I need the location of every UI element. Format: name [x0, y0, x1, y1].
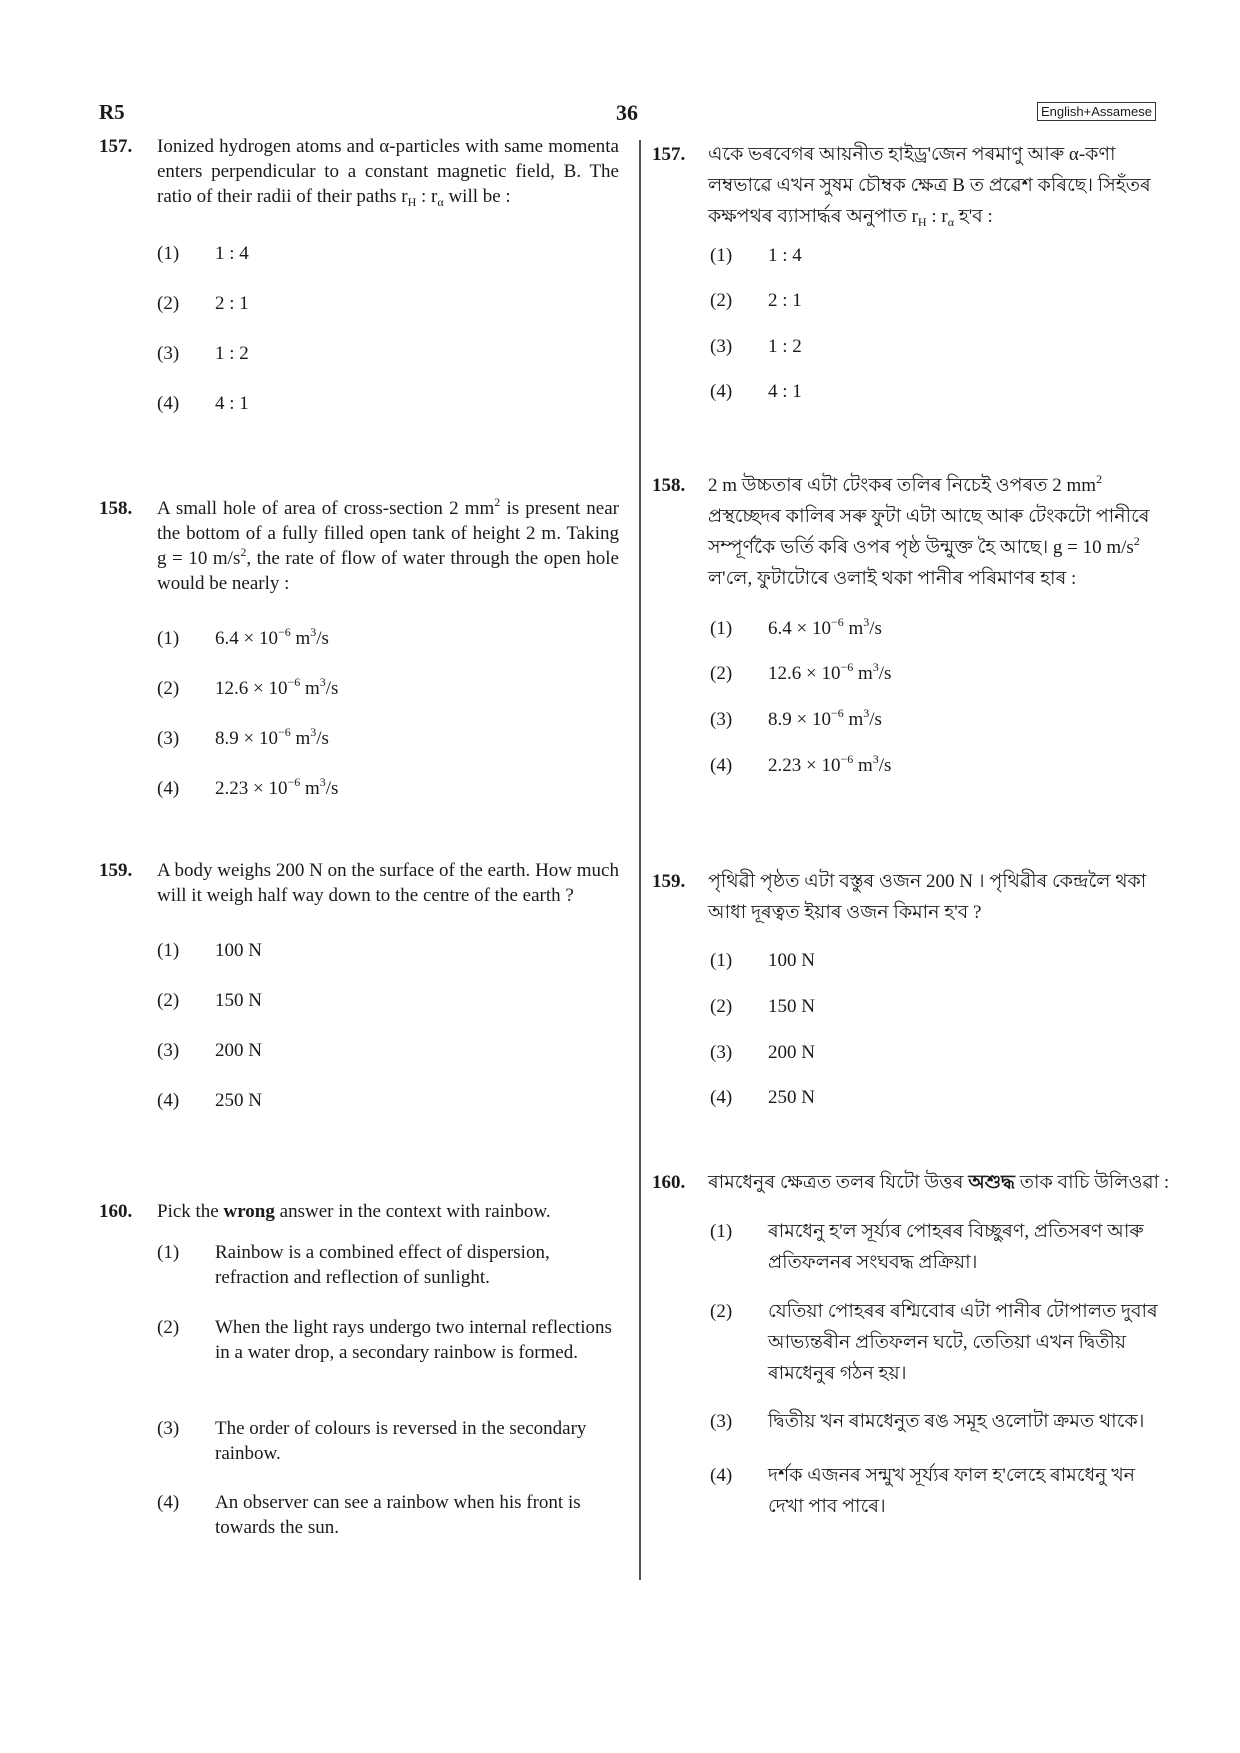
question-text: ৰামধেনুৰ ক্ষেত্ৰত তলৰ যিটো উত্তৰ অশুদ্ধ তাক বাচি উলিওৱা :	[708, 1172, 1170, 1193]
question-number: 157.	[99, 136, 133, 157]
column-divider	[639, 140, 641, 1580]
question-number: 157.	[652, 144, 686, 165]
question-text: Ionized hydrogen atoms and α-particles with same momenta enters perpendicular to a constant magnetic field, B. The ratio of their radii of their paths $r_H$ : $r_\alpha$ will be :	[157, 136, 619, 209]
question-157-en: 157. Ionized hydrogen atoms and α-particles with same momenta enters perpendicular to a constant magnetic field, B. The ratio of their radii of their paths $r_H$ : $r_\alpha$ will be : (1) 1 : 4 (2) 2 : 1 (3) 1 : 2 (4) 4 : 1	[99, 136, 619, 414]
question-number: 160.	[652, 1172, 686, 1193]
question-159-as: 159. পৃথিৱী পৃষ্ঠত এটা বস্তুৰ ওজন 200 N । পৃথিৱীৰ কেন্দ্ৰলৈ থকা আধা দূৰত্বত ইয়াৰ ওজন কিমান হ'ব ? (1) 100 N (2) 150 N (3) 200 N (4) 250 N	[652, 866, 1172, 928]
question-159-en: 159. A body weighs 200 N on the surface of the earth. How much will it weigh half way down to the centre of the earth ? (1) 100 N (2) 150 N (3) 200 N (4) 250 N	[99, 860, 619, 1111]
question-text: একে ভৰবেগৰ আয়নীত হাইড্ৰ'জেন পৰমাণু আৰু α-কণা লম্বভাৱে এখন সুষম চৌম্বক ক্ষেত্ৰ B ত প্ৰৱেশ কৰিছে। সিহঁতৰ কক্ষপথৰ ব্যাসাৰ্দ্ধৰ অনুপাত $r_H$ : $r_\alpha$ হ'ব :	[708, 144, 1151, 229]
page-number: 36	[616, 100, 638, 125]
question-number: 159.	[652, 871, 686, 892]
question-160-as: 160. ৰামধেনুৰ ক্ষেত্ৰত তলৰ যিটো উত্তৰ অশুদ্ধ তাক বাচি উলিওৱা : (1) ৰামধেনু হ'ল সূৰ্য্যৰ পোহৰৰ বিচ্ছুৰণ, প্ৰতিসৰণ আৰু প্ৰতিফলনৰ সংঘবদ্ধ প্ৰক্ৰিয়া। (2) যেতিয়া পোহৰৰ ৰশ্মিবোৰ এটা পানীৰ টোপালত দুবাৰ আভ্যন্তৰীন প্ৰতিফলন ঘটে, তেতিয়া এখন দ্বিতীয় ৰামধেনুৰ গঠন হয়। (3) দ্বিতীয় খন ৰামধেনুত ৰঙ সমূহ ওলোটা ক্ৰমত থাকে। (4) দৰ্শক এজনৰ সন্মুখ সূৰ্য্যৰ ফাল হ'লেহে ৰামধেনু খন দেখা পাব পাৰে।	[652, 1167, 1172, 1198]
question-number: 158.	[652, 475, 686, 496]
question-number: 158.	[99, 498, 133, 519]
page-header	[0, 100, 1240, 130]
question-text: Pick the wrong answer in the context with rainbow.	[157, 1201, 551, 1222]
question-158-en: 158. A small hole of area of cross-section 2 $mm^2$ is present near the bottom of a fully filled open tank of height 2 m. Taking g = 10 $m/s^2$, the rate of flow of water through the open hole would be nearly : (1) $6.4 \times 10^{-6}$ $m^3/s$ (2) $12.6 \times 10^{-6}$ $m^3/s$ (3) $8.9 \times 10^{-6}$ $m^3/s$ (4) $2.23 \times 10^{-6}$ $m^3/s$	[99, 495, 619, 799]
question-number: 160.	[99, 1201, 133, 1222]
question-text: 2 m উচ্চতাৰ এটা টেংকৰ তলিৰ নিচেই ওপৰত 2 $mm^2$ প্ৰস্থচ্ছেদৰ কালিৰ সৰু ফুটা এটা আছে আৰু টেংকটো পানীৰে সম্পূৰ্ণকৈ ভৰ্তি কৰি ওপৰ পৃষ্ঠ উন্মুক্ত হৈ আছে। g = 10 $m/s^2$ ল'লে, ফুটাটোৰে ওলাই থকা পানীৰ পৰিমাণৰ হাৰ :	[708, 472, 1150, 589]
question-160-en: 160. Pick the wrong answer in the context with rainbow. (1) Rainbow is a combined effect of dispersion, refraction and reflection of sunlight. (2) When the light rays undergo two internal reflections in a water drop, a secondary rainbow is formed. (3) The order of colours is reversed in the secondary rainbow. (4) An observer can see a rainbow when his front is towards the sun.	[99, 1199, 619, 1224]
language-badge: English+Assamese	[1037, 102, 1156, 121]
question-text: পৃথিৱী পৃষ্ঠত এটা বস্তুৰ ওজন 200 N । পৃথিৱীৰ কেন্দ্ৰলৈ থকা আধা দূৰত্বত ইয়াৰ ওজন কিমান হ'ব ?	[708, 871, 1147, 923]
question-157-as: 157. একে ভৰবেগৰ আয়নীত হাইড্ৰ'জেন পৰমাণু আৰু α-কণা লম্বভাৱে এখন সুষম চৌম্বক ক্ষেত্ৰ B ত প্ৰৱেশ কৰিছে। সিহঁতৰ কক্ষপথৰ ব্যাসাৰ্দ্ধৰ অনুপাত $r_H$ : $r_\alpha$ হ'ব : (1) 1 : 4 (2) 2 : 1 (3) 1 : 2 (4) 4 : 1	[652, 139, 1172, 232]
question-158-as: 158. 2 m উচ্চতাৰ এটা টেংকৰ তলিৰ নিচেই ওপৰত 2 $mm^2$ প্ৰস্থচ্ছেদৰ কালিৰ সৰু ফুটা এটা আছে আৰু টেংকটো পানীৰে সম্পূৰ্ণকৈ ভৰ্তি কৰি ওপৰ পৃষ্ঠ উন্মুক্ত হৈ আছে। g = 10 $m/s^2$ ল'লে, ফুটাটোৰে ওলাই থকা পানীৰ পৰিমাণৰ হাৰ : (1) $6.4 \times 10^{-6}$ $m^3/s$ (2) $12.6 \times 10^{-6}$ $m^3/s$ (3) $8.9 \times 10^{-6}$ $m^3/s$ (4) $2.23 \times 10^{-6}$ $m^3/s$	[652, 470, 1172, 594]
question-number: 159.	[99, 860, 133, 881]
question-text: A small hole of area of cross-section 2 $mm^2$ is present near the bottom of a fully filled open tank of height 2 m. Taking g = 10 $m/s^2$, the rate of flow of water through the open hole would be nearly :	[157, 495, 619, 594]
question-text: A body weighs 200 N on the surface of the earth. How much will it weigh half way down to the centre of the earth ?	[157, 860, 619, 906]
paper-code: R5	[99, 100, 125, 124]
